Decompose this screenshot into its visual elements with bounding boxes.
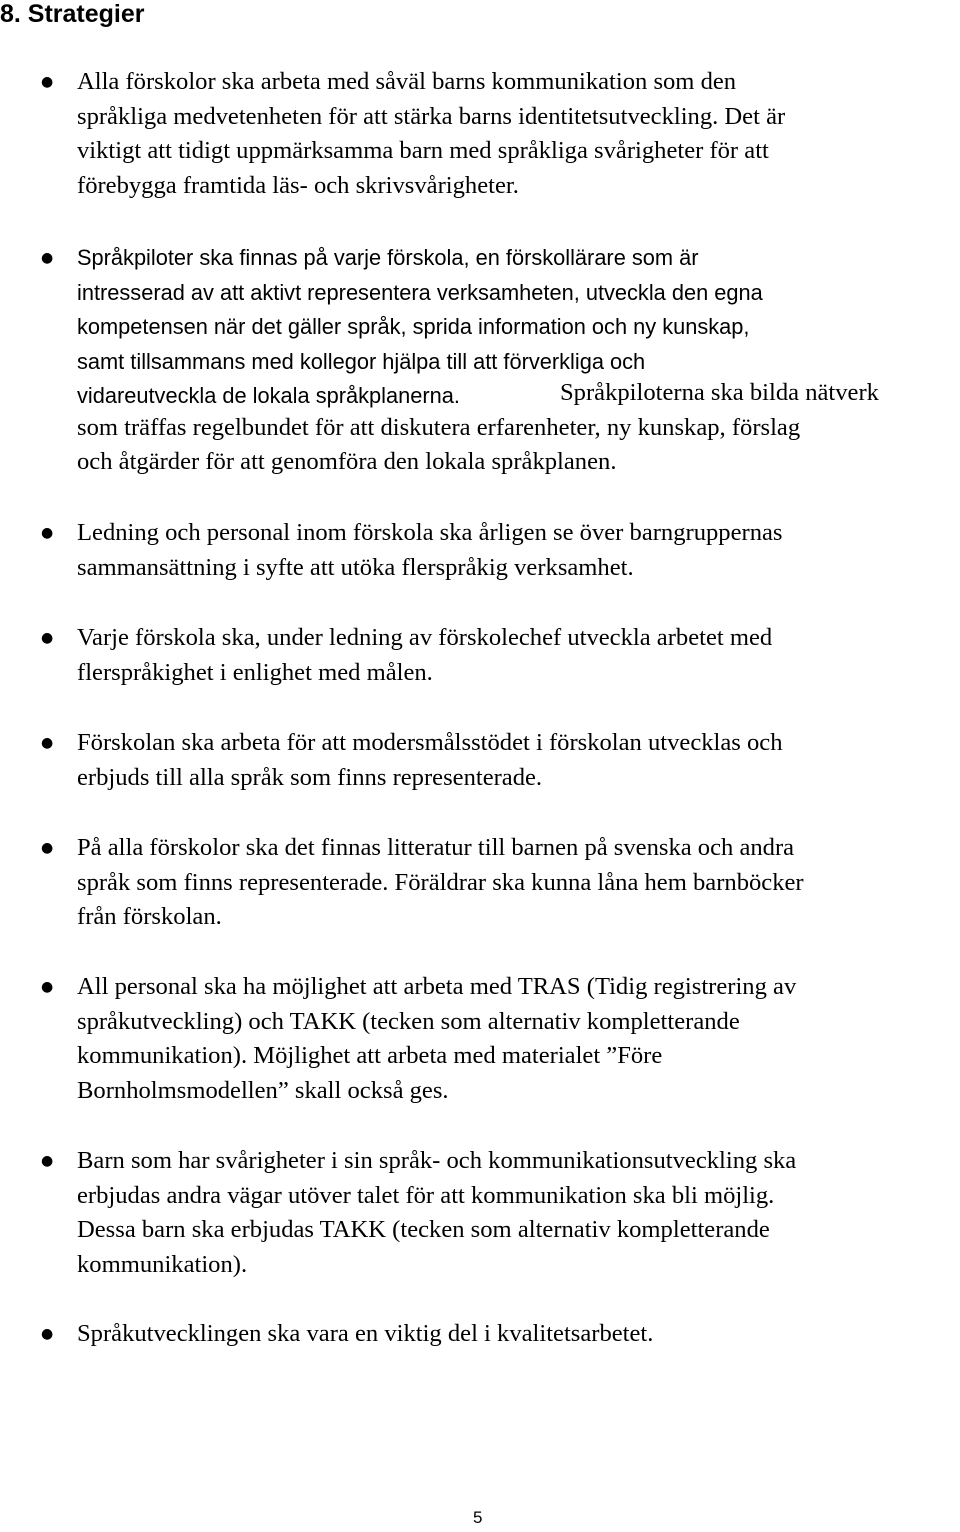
bullet-icon: ● — [41, 1153, 54, 1169]
section-heading: 8. Strategier — [0, 0, 145, 28]
list-item-text: Språkutvecklingen ska vara en viktig del i kvalitetsarbetet. — [77, 1320, 654, 1347]
list-item-text-continuation: Språkpiloterna ska bilda nätverk som träffas regelbundet för att diskutera erfarenheter, ny kunskap, förslag och åtgärder för att genomföra den lokala språkplanen. — [77, 379, 879, 475]
list-item-text: Ledning och personal inom förskola ska årligen se över barngruppernas sammansättning i syfte att utöka flerspråkig verksamhet. — [77, 519, 783, 581]
bullet-icon: ● — [41, 630, 54, 646]
list-item-text: Språkpiloter ska finnas på varje förskola, en förskollärare som är intresserad av att aktivt representera verksamheten, utveckla den egna kompetensen när det gäller språk, sprida information och ny kunskap, samt tillsammans med kollegor hjälpa till att förverkliga och vidareutveckla de lokala språkplanerna. — [77, 245, 763, 408]
list-item-text: På alla förskolor ska det finnas litteratur till barnen på svenska och andra språk som finns representerade. Föräldrar ska kunna låna hem barnböcker från förskolan. — [77, 834, 804, 930]
list-item-text: Alla förskolor ska arbeta med såväl barns kommunikation som den språkliga medvetenheten för att stärka barns identitetsutveckling. Det är viktigt att tidigt uppmärksamma barn med språkliga svårigheter för att förebygga framtida läs- och skrivsvårigheter. — [77, 68, 786, 199]
bullet-icon: ● — [41, 979, 54, 995]
list-item-text: Barn som har svårigheter i sin språk- och kommunikationsutveckling ska erbjudas andra vägar utöver talet för att kommunikation ska bli möjlig. Dessa barn ska erbjudas TAKK (tecken som alternativ kompletterande kommunikation). — [77, 1147, 797, 1278]
list-item-text: Förskolan ska arbeta för att modersmålsstödet i förskolan utvecklas och erbjuds till alla språk som finns representerade. — [77, 729, 783, 791]
bullet-icon: ● — [41, 250, 54, 266]
bullet-icon: ● — [41, 525, 54, 541]
page-number: 5 — [473, 1508, 483, 1527]
list-item-text: Varje förskola ska, under ledning av förskolechef utveckla arbetet med flerspråkighet i enlighet med målen. — [77, 624, 773, 686]
bullet-icon: ● — [41, 74, 54, 90]
list-item-text: All personal ska ha möjlighet att arbeta med TRAS (Tidig registrering av språkutveckling) och TAKK (tecken som alternativ kompletterande kommunikation). Möjlighet att arbeta med materialet ”Före Bornholmsmodellen” skall också ges. — [77, 973, 797, 1104]
bullet-icon: ● — [41, 1326, 54, 1342]
bullet-icon: ● — [41, 840, 54, 856]
bullet-icon: ● — [41, 735, 54, 751]
